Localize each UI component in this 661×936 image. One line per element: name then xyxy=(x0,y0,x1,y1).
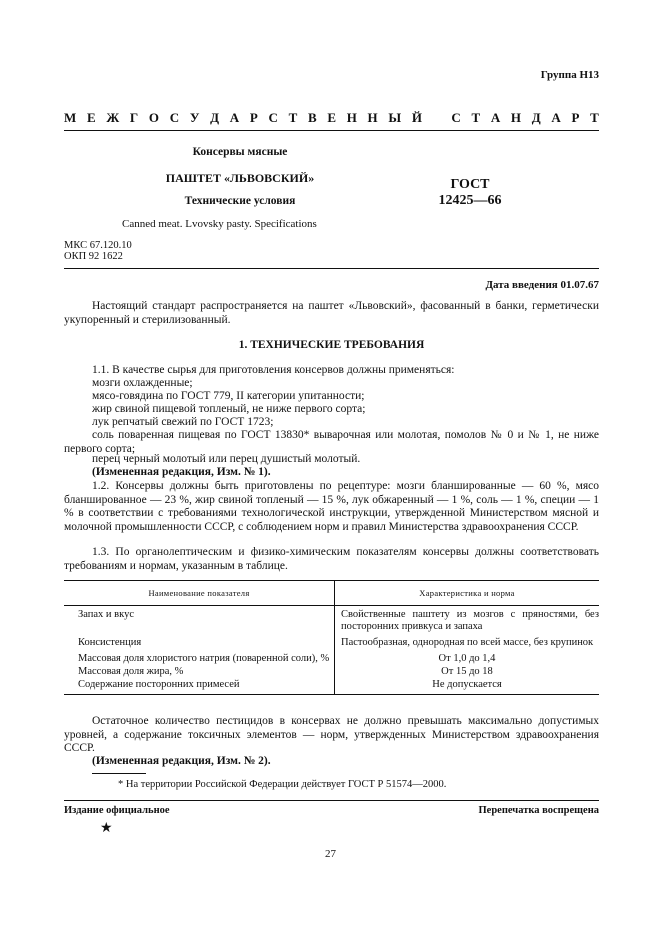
indicator-name: Массовая доля жира, % xyxy=(64,665,335,678)
edit-note-1: (Измененная редакция, Изм. № 1). xyxy=(92,466,271,478)
standard-letter: Н xyxy=(510,110,522,125)
star-icon: ★ xyxy=(100,821,113,836)
product-name: ПАШТЕТ «ЛЬВОВСКИЙ» xyxy=(165,171,315,185)
standard-letter: Р xyxy=(571,110,580,125)
p13-requirements: 1.3. По органолептическим и физико-химическим показателям консервы должны соответствовать требованиям и нормам, указанным в таблице. xyxy=(64,546,599,572)
okp-code: ОКП 92 1622 xyxy=(64,251,123,262)
raw-item: лук репчатый свежий по ГОСТ 1723; xyxy=(92,416,274,428)
indicator-value: Не допускается xyxy=(335,678,600,695)
footnote-rule xyxy=(92,773,146,774)
standard-letter: Н xyxy=(367,110,378,125)
standard-letter: О xyxy=(148,110,160,125)
indicator-name: Консистенция xyxy=(64,633,335,649)
table-row xyxy=(64,665,599,678)
top-divider xyxy=(64,130,599,131)
footnote: * На территории Российской Федерации действует ГОСТ Р 51574—2000. xyxy=(118,779,447,790)
standard-letter: Т xyxy=(471,110,481,125)
standard-letter: Д xyxy=(531,110,541,125)
raw-item: жир свиной пищевой топленый, не ниже первого сорта; xyxy=(92,403,366,415)
mks-code: МКС 67.120.10 xyxy=(64,240,132,251)
reprint-prohibited: Перепечатка воспрещена xyxy=(478,805,599,816)
indicator-name: Массовая доля хлористого натрия (поваренной соли), % xyxy=(64,649,335,665)
raw-item: мозги охлажденные; xyxy=(92,377,193,389)
standard-letter: У xyxy=(189,110,200,125)
raw-item-pepper: перец черный молотый или перец душистый молотый. xyxy=(92,453,361,465)
indicator-value: Свойственные паштету из мозгов с пряностями, без посторонних привкуса и запаха xyxy=(341,609,599,632)
gost-number: 12425—66 xyxy=(438,193,502,208)
intro-date: Дата введения 01.07.67 xyxy=(485,279,599,291)
english-title: Canned meat. Lvovsky pasty. Specifications xyxy=(122,218,317,230)
footer-divider xyxy=(64,800,599,801)
standard-letter: Д xyxy=(210,110,220,125)
standard-letter: С xyxy=(169,110,180,125)
section-1-title: 1. ТЕХНИЧЕСКИЕ ТРЕБОВАНИЯ xyxy=(238,339,425,351)
table-row xyxy=(64,649,599,665)
official-edition: Издание официальное xyxy=(64,805,170,816)
indicator-value: Пастообразная, однородная по всей массе, без крупинок xyxy=(341,637,594,648)
standard-letter: С xyxy=(268,110,278,125)
standard-letter: М xyxy=(64,110,77,125)
standard-letter: А xyxy=(229,110,240,125)
standard-letter: Т xyxy=(288,110,298,125)
standard-letter: А xyxy=(551,110,561,125)
spec-type: Технические условия xyxy=(184,195,296,207)
indicators-table xyxy=(64,580,599,695)
p11-lead: 1.1. В качестве сырья для приготовления консервов должны применяться: xyxy=(92,364,455,376)
interstate-standard-heading xyxy=(64,110,599,126)
indicator-value: От 15 до 18 xyxy=(441,666,493,677)
standard-letter: Н xyxy=(346,110,357,125)
group-code: Группа Н13 xyxy=(540,69,599,81)
table-header: Характеристика и норма xyxy=(335,581,600,606)
standard-letter: Г xyxy=(129,110,139,125)
table-row xyxy=(64,678,599,695)
residual-paragraph: Остаточное количество пестицидов в консервах не должно превышать максимально допустимых уровней, а содержание токсичных элементов — норм, утвержденных Министерством здравоохранения СССР. xyxy=(64,715,599,754)
header-divider xyxy=(64,268,599,269)
raw-item-salt: соль поваренная пищевая по ГОСТ 13830* выварочная или молотая, помолов № 0 и № 1, не ниже первого сорта; xyxy=(64,429,599,455)
intro-paragraph: Настоящий стандарт распространяется на паштет «Львовский», фасованный в банки, герметически укупоренный и стерилизованный. xyxy=(64,300,599,326)
standard-letter: Ы xyxy=(388,110,402,125)
product-class: Консервы мясные xyxy=(192,146,288,158)
edit-note-2: (Измененная редакция, Изм. № 2). xyxy=(92,755,271,767)
standard-letter: Е xyxy=(327,110,336,125)
standard-letter: А xyxy=(490,110,501,125)
standard-letter: Р xyxy=(249,110,258,125)
standard-letter xyxy=(433,110,441,126)
standard-letter: Т xyxy=(590,110,599,125)
gost-label: ГОСТ xyxy=(450,177,490,192)
standard-letter: Е xyxy=(86,110,96,125)
raw-item: мясо-говядина по ГОСТ 779, II категории упитанности; xyxy=(92,390,365,402)
page-number: 27 xyxy=(325,848,336,860)
indicator-value: От 1,0 до 1,4 xyxy=(438,653,496,664)
p12-recipe: 1.2. Консервы должны быть приготовлены по рецептуре: мозги бланшированные — 60 %, мясо бланшированное — 23 %, жир свиной топленый — 15 %, лук обжаренный — 1 %, соль — 1 %, специи — 1 % в соответствии с требованиями технологической инструкции, утвержденной Министерством мясной и молочной промышленности СССР, с соблюдением норм и правил Министерства здравоохранения СССР. xyxy=(64,480,599,533)
indicator-name: Содержание посторонних примесей xyxy=(64,678,335,695)
standard-letter: С xyxy=(451,110,461,125)
indicator-name: Запах и вкус xyxy=(64,606,335,634)
table-row xyxy=(64,633,599,649)
standard-letter: В xyxy=(307,110,317,125)
standard-letter: Ж xyxy=(106,110,120,125)
table-row xyxy=(64,606,599,634)
standard-letter: Й xyxy=(411,110,422,125)
table-header: Наименование показателя xyxy=(64,581,335,606)
